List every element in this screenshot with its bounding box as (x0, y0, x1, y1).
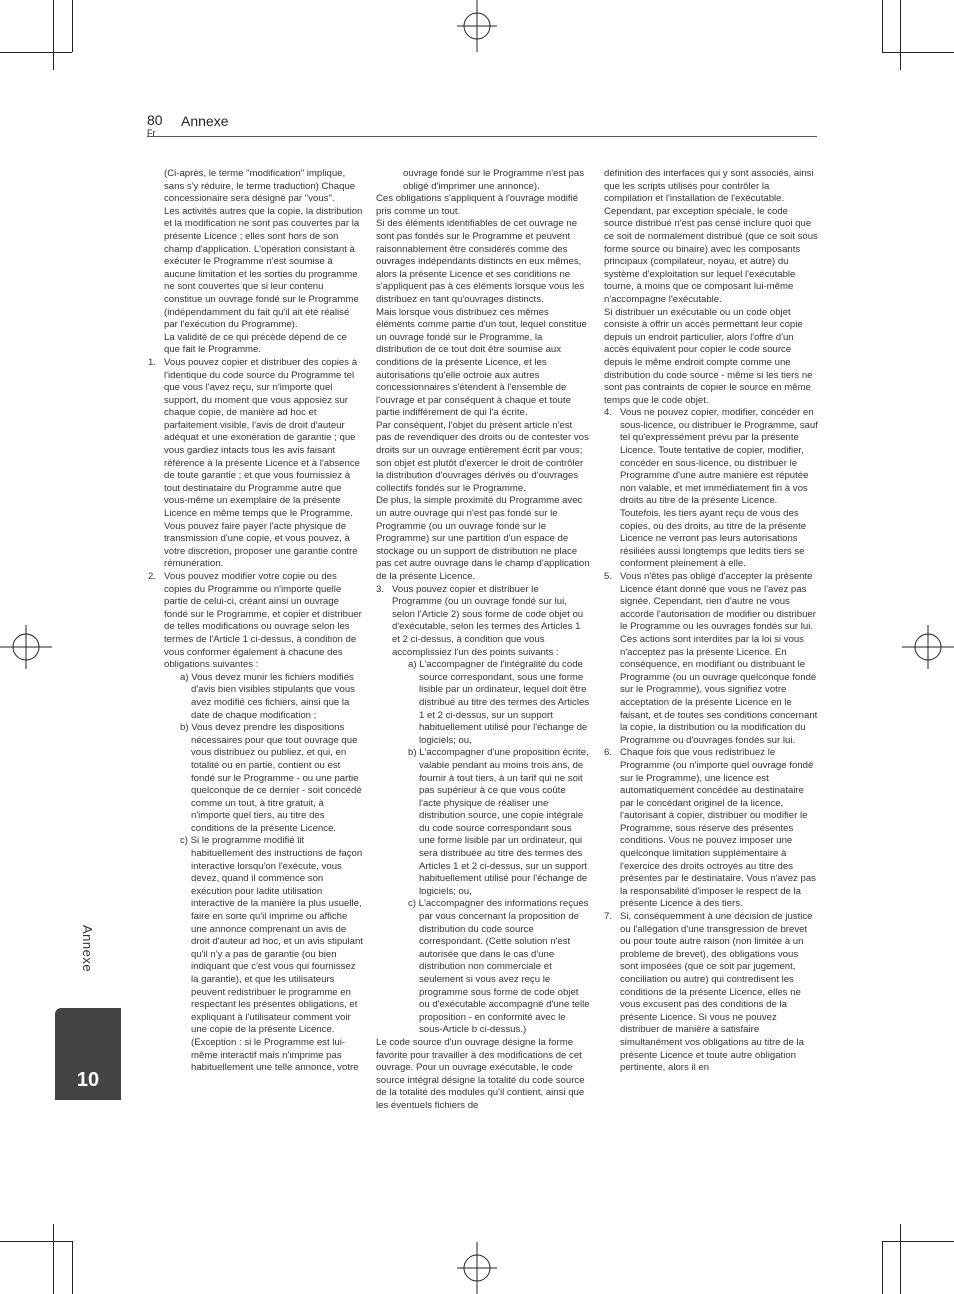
paragraph: Le code source d'un ouvrage désigne la forme favorite pour travailler à des modifications de cet ouvrage. Pour un ouvrage exécutable, le code source intégral désigne la totalité du code source de la totalité des modules qu'il contient, ainsi que les éventuels fichiers de (376, 1036, 585, 1111)
chapter-number: 10 (76, 1069, 100, 1091)
numbered-article: 4. Vous ne pouvez copier, modifier, concéder en sous-licence, ou distribuer le Programme, sauf tel qu'expressément prévu par la présente Licence. Toute tentative de copier, modifier, concéder en sous-licence, ou distribuer le Programme d'une autre manière est réputée non valable, et met immédiatement fin à vos droits au titre de la présente Licence. Toutefois, les tiers ayant reçu de vous des copies, ou des droits, au titre de la présente Licence ne verront pas leurs autorisations résiliées aussi longtemps que ledits tiers se conforment pleinement à elle. (604, 407, 818, 570)
paragraph: Si distribuer un exécutable ou un code objet consiste à offrir un accès permettant leur copie depuis un endroit particulier, alors l'offre d'un accès équivalent pour copier le code source depuis le même endroit compte comme une distribution du code source - même si les tiers ne sont pas contraints de copier le source en même temps que le code objet. (604, 306, 813, 406)
crop-mark (882, 1241, 883, 1294)
numbered-article: 3. Vous pouvez copier et distribuer le Programme (ou un ouvrage fondé sur lui, selon l'Article 2) sous forme de code objet ou d'exécutable, selon les termes des Articles 1 et 2 ci-dessus, à condition que vous accomplissiez l'un des points suivants : (376, 583, 584, 658)
paragraph: Si des éléments identifiables de cet ouvrage ne sont pas fondés sur le Programme et peuvent raisonnablement être considérés comme des ouvrages indépendants distincts en eux mêmes, alors la présente Licence et ses conditions ne s'appliquent pas à ces éléments lorsque vous les distribuez en tant qu'ouvrages distincts. (376, 218, 585, 305)
paragraph: définition des interfaces qui y sont associés, ainsi que les scripts utilisés pour contrôler la compilation et l'installation de l'exécutable. Cependant, par exception spéciale, le code source distribué n'est pas censé inclure quoi que ce soit de normalement distribué (que ce soit sous forme source ou binaire) avec les composants principaux (compilateur, noyau, et autre) du système d'exploitation sur lequel l'exécutable tourne, à moins que ce composant lui-même n'accompagne l'exécutable. (604, 168, 818, 305)
numbered-article: 6. Chaque fois que vous redistribuez le Programme (ou n'importe quel ouvrage fondé sur le Programme), une licence est automatiquement concédée au destinataire par le concédant originel de la licence, l'autorisant à copier, distribuer ou modifier le Programme, sous réserve des présentes conditions. Vous ne pouvez imposer une quelconque limitation supplémentaire à l'exercice des droits octroyés au titre des présentes par le destinataire. Vous n'avez pas la responsabilité d'imposer le respect de la présente Licence à des tiers. (604, 747, 816, 910)
crop-mark (882, 0, 883, 52)
paragraph: Vous pouvez faire payer l'acte physique de transmission d'une copie, et vous pouvez, à votre discrétion, proposer une garantie contre rémunération. (164, 520, 358, 570)
paragraph: La validité de ce qui précède dépend de ce que fait le Programme. (164, 331, 347, 356)
chapter-tab (55, 1008, 121, 1100)
paragraph: Mais lorsque vous distribuez ces mêmes éléments comme partie d'un tout, lequel constitue un ouvrage fondé sur le Programme, la distribution de ce tout doit être soumise aux conditions de la présente Licence, et les autorisations qu'elle octroie aux autres concessionnaires s'étendent à l'ensemble de l'ouvrage et par conséquent à chaque et toute partie indifférement de qui l'a écrite. (376, 306, 587, 419)
paragraph: Par conséquent, l'objet du présent article n'est pas de revendiquer des droits ou de contester vos droits sur un ouvrage entièrement écrit par vous; son objet est plutôt d'exercer le droit de contrôler la distribution d'ouvrages dérivés ou d'ouvrages collectifs fondés sur le Programme. (376, 419, 589, 494)
paragraph: Les activités autres que la copie, la distribution et la modification ne sont pas couvertes par la présente Licence ; elles sont hors de son champ d'application. L'opération consistant à exécuter le Programme n'est soumise à aucune limitation et les sorties du programme ne sont couvertes que si leur contenu constitue un ouvrage fondé sur le Programme (indépendamment du fait qu'il ait été réalisé par l'exécution du Programme). (164, 205, 363, 331)
registration-mark-bottom (451, 1242, 503, 1294)
crop-mark (882, 52, 954, 53)
page-header (147, 112, 817, 137)
registration-mark-top (451, 0, 503, 52)
sub-item: a) L'accompagner de l'intégralité du code source correspondant, sous une forme lisible par un ordinateur, lequel doit être distribué au titre des termes des Articles 1 et 2 ci-dessus, sur un support habituellement utilisé pour l'échange de logiciels; ou, (408, 659, 590, 746)
text-column-2 (376, 168, 590, 1113)
paragraph: De plus, la simple proximité du Programme avec un autre ouvrage qui n'est pas fondé sur le Programme (ou un ouvrage fondé sur le Programme) sur une partition d'un espace de stockage ou un support de distribution ne place pas cet autre ouvrage dans le champ d'application de la présente Licence. (376, 495, 590, 582)
text-column-1 (148, 168, 363, 1075)
crop-mark (53, 1224, 54, 1294)
sub-item: b) Vous devez prendre les dispositions nécessaires pour que tout ouvrage que vous distribuez ou publiez, et qui, en totalité ou en partie, contient ou est fondé sur le Programme - ou une partie quelconque de ce dernier - soit concédé comme un tout, à titre gratuit, à n'importe quel tiers, au titre des conditions de la présente Licence. (180, 722, 362, 834)
sub-item: b) L'accompagner d'une proposition écrite, valable pendant au moins trois ans, de fournir à tout tiers, à un tarif qui ne soit pas supérieur à ce que vous coûte l'acte physique de réaliser une distribution source, une copie intégrale du code source correspondant sous une forme lisible par un ordinateur, qui sera distribuée au titre des termes des Articles 1 et 2 ci-dessus, sur un support habituellement utilisé pour l'échange de logiciels; ou, (408, 747, 589, 897)
crop-mark (900, 0, 901, 70)
paragraph: ouvrage fondé sur le Programme n'est pas obligé d'imprimer une annonce). (403, 168, 585, 192)
registration-mark-left (0, 621, 52, 673)
page-title: Annexe (181, 113, 229, 129)
crop-mark (53, 0, 54, 70)
paragraph: Ces obligations s'appliquent à l'ouvrage modifié pris comme un tout. (376, 193, 579, 217)
text-column-3 (604, 168, 818, 1075)
numbered-article: 1. Vous pouvez copier et distribuer des copies à l'identique du code source du Programme tel que vous l'avez reçu, sur n'importe quel support, du moment que vous apposiez sur chaque copie, de manière ad hoc et parfaitement visible, l'avis de droit d'auteur adéquat et une exonération de garantie ; que vous gardiez intacts tous les avis faisant référence à la présente Licence et à l'absence de toute garantie ; et que vous fournissiez à tout destinataire du Programme autre que vous-même un exemplaire de la présente Licence en même temps que le Programme. (148, 356, 360, 520)
numbered-article: 5. Vous n'êtes pas obligé d'accepter la présente Licence étant donné que vous ne l'avez pas signée. Cependant, rien d'autre ne vous accorde l'autorisation de modifier ou distribuer le Programme ou les ouvrages fondés sur lui. Ces actions sont interdites par la loi si vous n'acceptez pas la présente Licence. En conséquence, en modifiant ou distribuant le Programme (ou un ouvrage quelconque fondé sur le Programme), vous signifiez votre acceptation de la présente Licence en le faisant, et de toutes ses conditions concernant la copie, la distribution ou la modification du Programme ou d'ouvrages fondés sur lui. (604, 571, 818, 746)
paragraph: (Exception : si le Programme est lui-même interactif mais n'imprime pas habituellement une telle annonce, votre (191, 1036, 359, 1074)
crop-mark (72, 0, 73, 52)
numbered-article: 7. Si, conséquemment à une décision de justice ou l'allégation d'une transgression de brevet ou pour toute autre raison (non limitée à un probleme de brevet), des obligations vous sont imposées (que ce soit par jugement, conciliation ou autre) qui contredisent les conditions de la présente Licence, elles ne vous excusent pas des conditions de la présente Licence. Si vous ne pouvez distribuer de manière à satisfaire simultanément vos obligations au titre de la présente Licence et toute autre obligation pertinente, alors il en (604, 911, 813, 1074)
sub-item: c) Si le programme modifié lit habituellement des instructions de façon interactive lorsqu'on l'exécute, vous devez, quand il commence son exécution pour ladite utilisation interactive de la manière la plus usuelle, faire en sorte qu'il imprime ou affiche une annonce comprenant un avis de droit d'auteur ad hoc, et un avis stipulant qu'il n'y a pas de garantie (ou bien indiquant que c'est vous qui fournissez la garantie), et que les utilisateurs peuvent redistribuer le programme en respectant les présentes obligations, et expliquant à l'utilisateur comment voir une copie de la présente Licence. (180, 835, 363, 1036)
language-code: Fr (147, 128, 156, 138)
crop-mark (0, 1241, 72, 1242)
page-number: 80 (147, 112, 163, 128)
crop-mark (882, 1241, 954, 1242)
numbered-article: 2. Vous pouvez modifier votre copie ou des copies du Programme ou n'importe quelle partie de celui-ci, créant ainsi un ouvrage fondé sur le Programme, et copier et distribuer de telles modifications ou ouvrage selon les termes de l'Article 1 ci-dessus, à condition de vous conformer également à chacune des obligations suivantes : (148, 571, 362, 671)
crop-mark (900, 1224, 901, 1294)
paragraph: (Ci-après, le terme "modification" implique, sans s'y réduire, le terme traduction) Chaque concessionaire sera désigné par "vous". (164, 168, 356, 205)
sub-item: a) Vous devez munir les fichiers modifiés d'avis bien visibles stipulants que vous avez modifié ces fichiers, ainsi que la date de chaque modification ; (180, 671, 355, 721)
crop-mark (0, 52, 72, 53)
registration-mark-right (902, 621, 954, 673)
crop-mark (72, 1241, 73, 1294)
sub-item: c) L'accompagner des informations reçues par vous concernant la proposition de distribution du code source correspondant. (Cette solution n'est autorisée que dans le cas d'une distribution non commerciale et seulement si vous avez reçu le programme sous forme de code objet ou d'exécutable accompagné d'une telle proposition - en conformité avec le sous-Article b ci-dessus.) (408, 898, 590, 1036)
side-tab-label: Annexe (80, 925, 95, 973)
